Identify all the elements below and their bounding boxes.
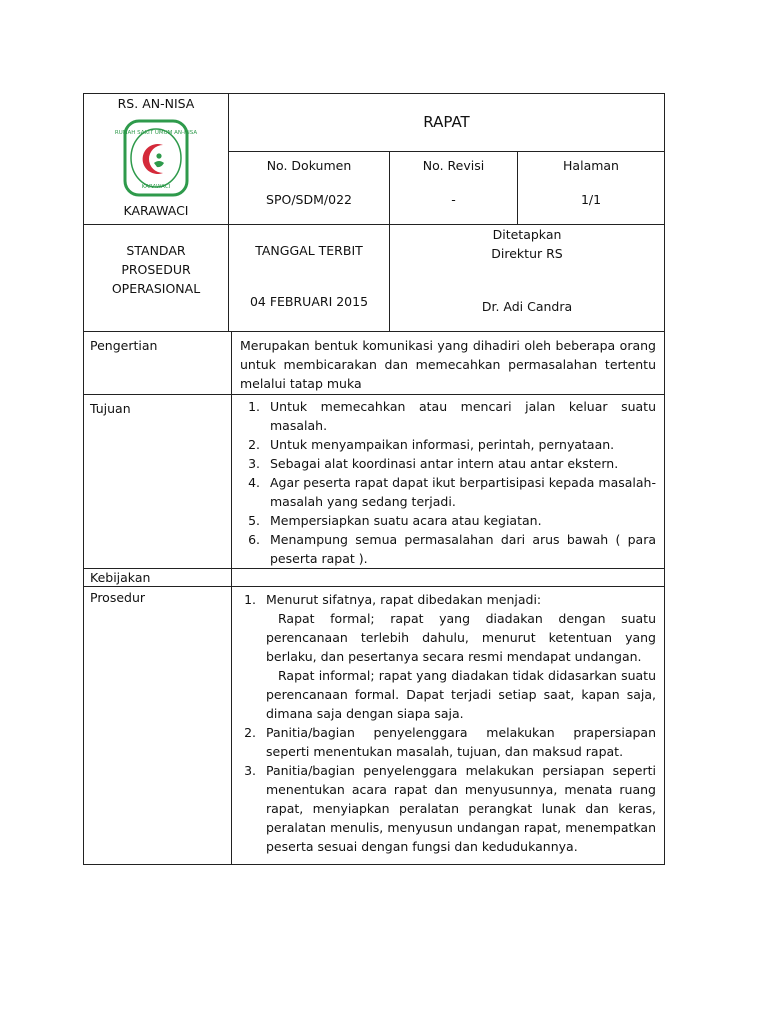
revision-value: -	[451, 192, 456, 207]
tujuan-item: 2. Untuk menyampaikan informasi, perintah, pernyataan.	[264, 435, 656, 454]
tujuan-label: Tujuan	[84, 395, 232, 569]
approver-name: Dr. Adi Candra	[481, 299, 573, 314]
document-title: RAPAT	[229, 94, 665, 152]
prosedur-1-formal: Rapat formal; rapat yang diadakan dengan suatu perencanaan terlebih dahulu, menurut ketentuan yang berlaku, dan pesertanya secara resmi mendapat undangan.	[266, 611, 656, 664]
sop-line-2: PROSEDUR	[121, 262, 191, 277]
tujuan-cell	[232, 395, 665, 569]
org-city: KARAWACI	[123, 203, 189, 218]
logo-text-bottom: KARAWACI	[141, 184, 171, 190]
pengertian-text: Merupakan bentuk komunikasi yang dihadiri oleh beberapa orang untuk membicarakan dan memecahkan permasalahan tertentu melalui tatap muka	[240, 338, 656, 391]
prosedur-1-title: 1. Menurut sifatnya, rapat dibedakan menjadi:	[266, 592, 542, 607]
prosedur-1-informal: Rapat informal; rapat yang diadakan tidak didasarkan suatu perencanaan formal. Dapat terjadi setiap saat, kapan saja, dimana saja dengan siapa saja.	[266, 668, 656, 721]
revision-label: No. Revisi	[422, 158, 485, 173]
tujuan-item: 4. Agar peserta rapat dapat ikut berpartisipasi kepada masalah-masalah yang sedang terjadi.	[264, 473, 656, 511]
prosedur-item: 2. Panitia/bagian penyelenggara melakukan prapersiapan seperti menentukan masalah, tujuan, dan maksud rapat.	[260, 723, 656, 761]
prosedur-list	[232, 590, 664, 856]
issue-date-label: TANGGAL TERBIT	[255, 243, 363, 258]
kebijakan-cell	[232, 569, 665, 587]
kebijakan-label: Kebijakan	[84, 569, 232, 587]
prosedur-item	[260, 590, 656, 723]
approval-cell	[390, 225, 665, 332]
prosedur-item: 3. Panitia/bagian penyelenggara melakukan persiapan seperti menentukan acara rapat dan menyusunnya, menata ruang rapat, menyiapkan peralatan perangkat lunak dan keras, peralatan menulis, menyusun undangan rapat, menempatkan peserta sesuai dengan fungsi dan kedudukannya.	[260, 761, 656, 856]
tujuan-item: 3. Sebagai alat koordinasi antar intern atau antar ekstern.	[264, 454, 656, 473]
issue-date-cell	[229, 225, 390, 332]
doc-number-cell	[229, 152, 390, 225]
prosedur-cell	[232, 587, 665, 865]
header-table	[83, 93, 665, 332]
revision-cell	[390, 152, 518, 225]
org-name: RS. AN-NISA	[117, 96, 195, 111]
sop-document	[83, 93, 664, 865]
doc-number-label: No. Dokumen	[266, 158, 352, 173]
prosedur-label: Prosedur	[84, 587, 232, 865]
hospital-logo	[114, 119, 198, 197]
sop-type-cell	[84, 225, 229, 332]
doc-number-value: SPO/SDM/022	[266, 192, 352, 207]
approval-line-2: Direktur RS	[491, 246, 563, 261]
pengertian-cell	[232, 332, 665, 395]
tujuan-list	[232, 397, 664, 568]
approval-line-1: Ditetapkan	[492, 227, 562, 242]
issue-date-value: 04 FEBRUARI 2015	[249, 294, 369, 309]
page-cell	[518, 152, 665, 225]
page-label: Halaman	[563, 158, 619, 173]
tujuan-item: 5. Mempersiapkan suatu acara atau kegiatan.	[264, 511, 656, 530]
page-value: 1/1	[580, 192, 602, 207]
tujuan-item: 1. Untuk memecahkan atau mencari jalan keluar suatu masalah.	[264, 397, 656, 435]
tujuan-item: 6. Menampung semua permasalahan dari arus bawah ( para peserta rapat ).	[264, 530, 656, 568]
logo-text-top: RUMAH SAKIT UMUM AN-NISA	[114, 130, 198, 136]
pengertian-label: Pengertian	[84, 332, 232, 395]
content-table	[83, 331, 665, 865]
org-cell	[84, 94, 229, 225]
sop-line-1: STANDAR	[126, 243, 186, 258]
sop-line-3: OPERASIONAL	[111, 281, 201, 296]
